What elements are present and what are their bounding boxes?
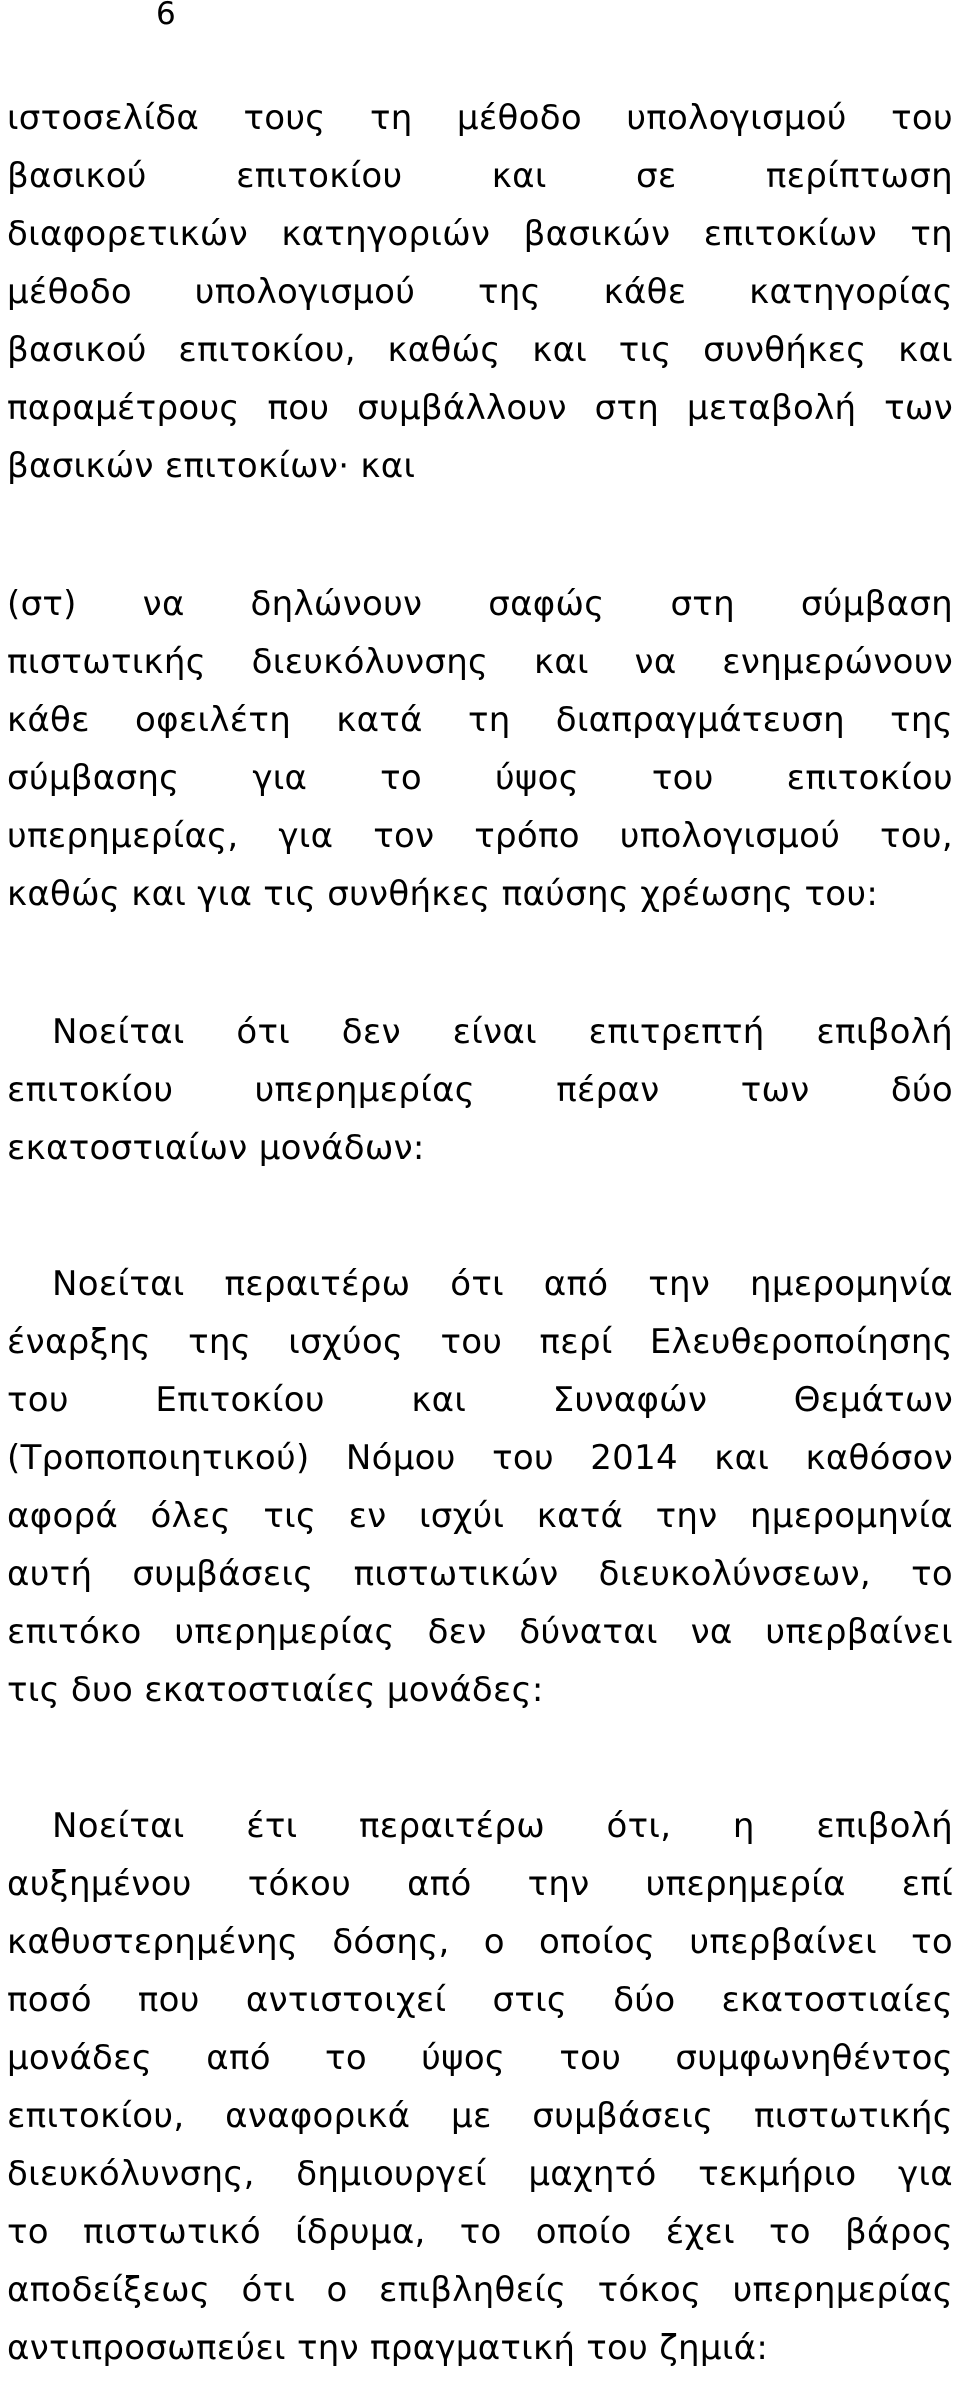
page-number: 6 [156, 0, 176, 32]
paragraph-line: μονάδες από το ύψος του συμφωνηθέντος [7, 2038, 953, 2078]
paragraph-line: επιτόκο υπερημερίας δεν δύναται να υπερβαίνει [7, 1612, 953, 1652]
paragraph-line: επιτοκίου υπερημερίας πέραν των δύο [7, 1070, 953, 1110]
paragraph-line: βασικών επιτοκίων· και [7, 446, 416, 486]
paragraph-line: το πιστωτικό ίδρυμα, το οποίο έχει το βάρος [7, 2212, 953, 2252]
paragraph-line: αντιπροσωπεύει την πραγματική του ζημιά: [7, 2328, 769, 2368]
paragraph-line: σύμβασης για το ύψος του επιτοκίου [7, 758, 953, 798]
paragraph-line: ιστοσελίδα τους τη μέθοδο υπολογισμού του [7, 98, 953, 138]
paragraph-line: Νοείται έτι περαιτέρω ότι, η επιβολή [52, 1806, 953, 1846]
paragraph-line: διαφορετικών κατηγοριών βασικών επιτοκίων τη [7, 214, 953, 254]
paragraph-line: υπερημερίας, για τον τρόπο υπολογισμού του, [7, 816, 953, 856]
paragraph-line: βασικού επιτοκίου, καθώς και τις συνθήκες και [7, 330, 953, 370]
paragraph-line: κάθε οφειλέτη κατά τη διαπραγμάτευση της [7, 700, 953, 740]
paragraph-line: διευκόλυνσης, δημιουργεί μαχητό τεκμήριο για [7, 2154, 953, 2194]
paragraph-line: επιτοκίου, αναφορικά με συμβάσεις πιστωτικής [7, 2096, 953, 2136]
paragraph-line: βασικού επιτοκίου και σε περίπτωση [7, 156, 953, 196]
paragraph-line: ποσό που αντιστοιχεί στις δύο εκατοστιαίες [7, 1980, 953, 2020]
paragraph-line: του Επιτοκίου και Συναφών Θεμάτων [7, 1380, 953, 1420]
paragraph-line: έναρξης της ισχύος του περί Ελευθεροποίησης [7, 1322, 953, 1362]
paragraph-line: πιστωτικής διευκόλυνσης και να ενημερώνουν [7, 642, 953, 682]
paragraph-line: Νοείται ότι δεν είναι επιτρεπτή επιβολή [52, 1012, 953, 1052]
paragraph-line: τις δυο εκατοστιαίες μονάδες: [7, 1670, 544, 1710]
paragraph-line: (Τροποποιητικού) Νόμου του 2014 και καθόσον [7, 1438, 953, 1478]
paragraph-line: αποδείξεως ότι ο επιβληθείς τόκος υπερημερίας [7, 2270, 953, 2310]
paragraph-line: παραμέτρους που συμβάλλουν στη μεταβολή των [7, 388, 953, 428]
paragraph-line: αυτή συμβάσεις πιστωτικών διευκολύνσεων, το [7, 1554, 953, 1594]
paragraph-line: Νοείται περαιτέρω ότι από την ημερομηνία [52, 1264, 953, 1304]
paragraph-line: (στ) να δηλώνουν σαφώς στη σύμβαση [7, 584, 953, 624]
paragraph-line: καθυστερημένης δόσης, ο οποίος υπερβαίνει το [7, 1922, 953, 1962]
paragraph-line: αφορά όλες τις εν ισχύι κατά την ημερομηνία [7, 1496, 953, 1536]
paragraph-line: εκατοστιαίων μονάδων: [7, 1128, 425, 1168]
paragraph-line: καθώς και για τις συνθήκες παύσης χρέωσης του: [7, 874, 879, 914]
paragraph-line: αυξημένου τόκου από την υπερημερία επί [7, 1864, 953, 1904]
paragraph-line: μέθοδο υπολογισμού της κάθε κατηγορίας [7, 272, 953, 312]
